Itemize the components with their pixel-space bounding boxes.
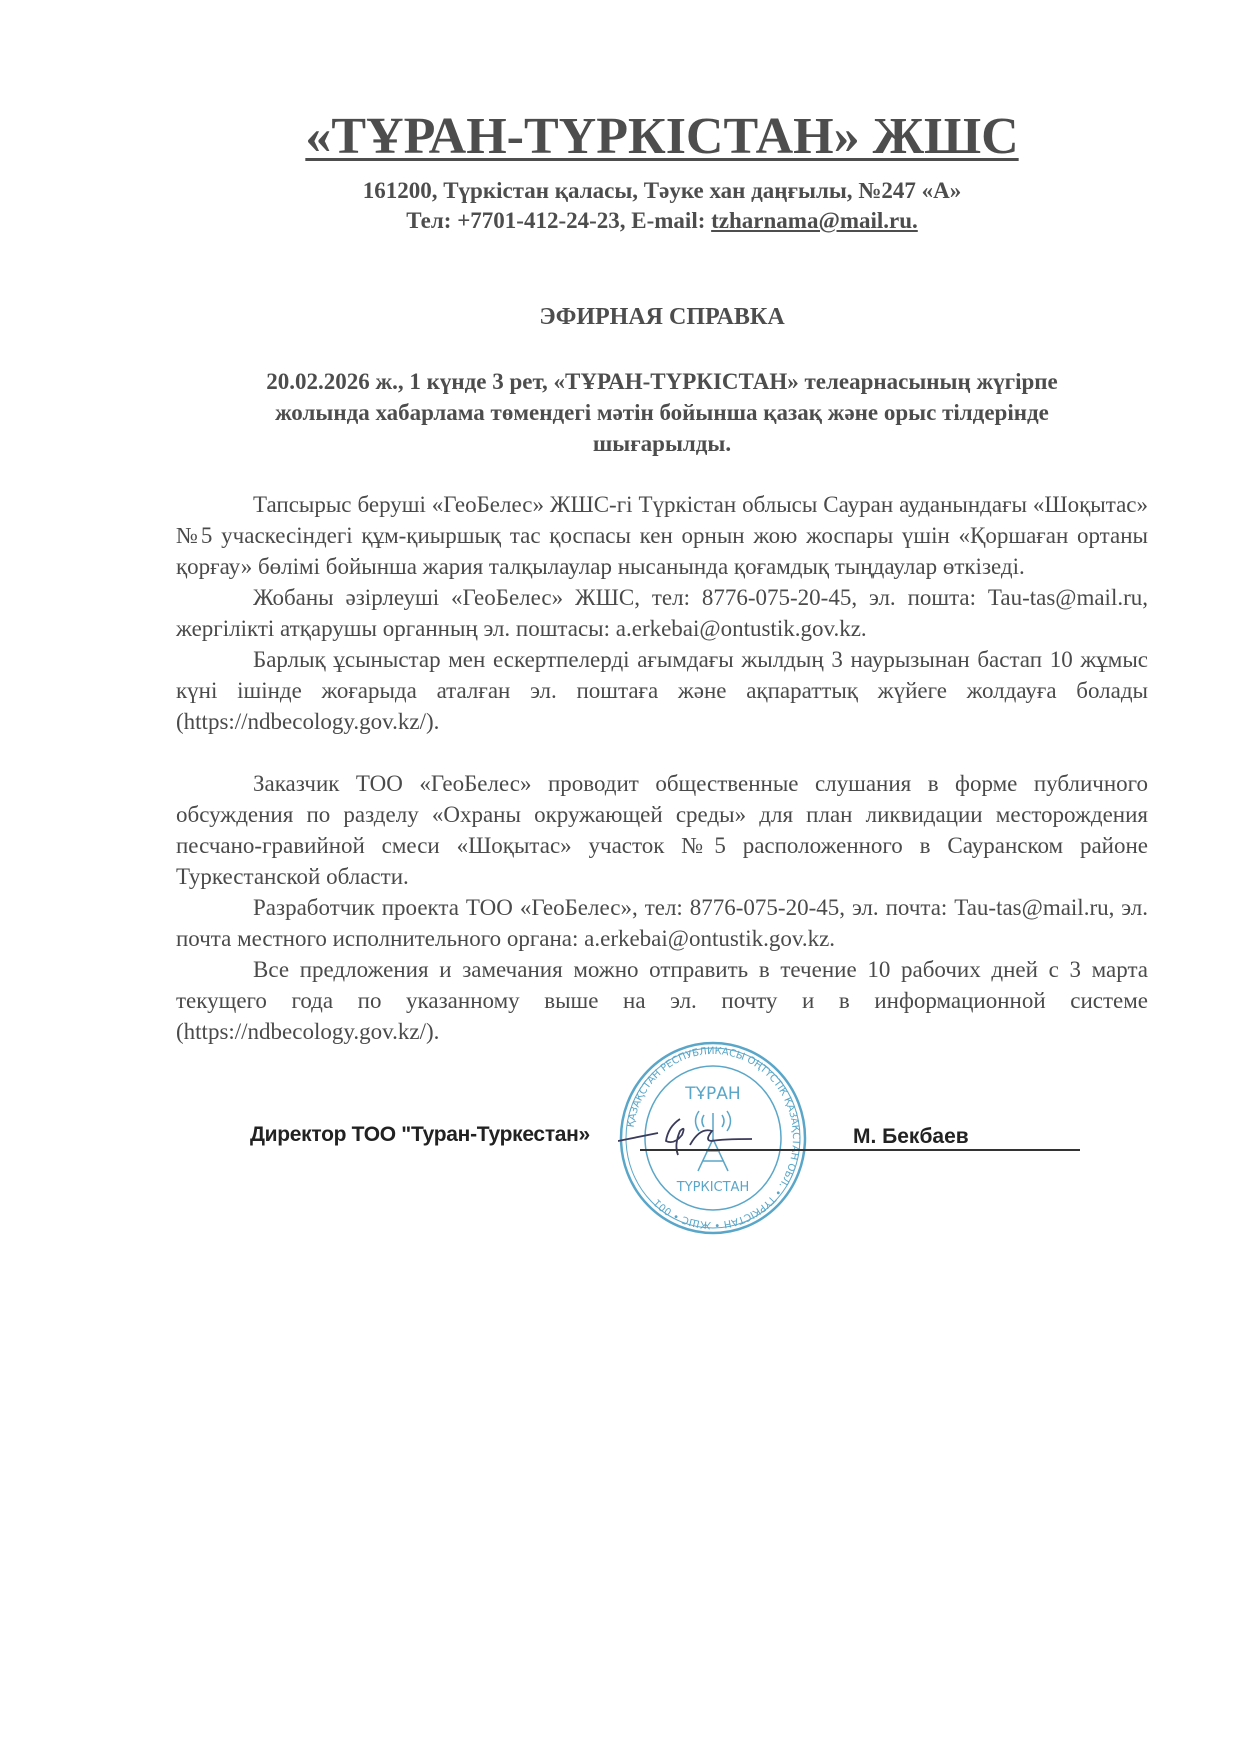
kazakh-section [176, 489, 1148, 737]
signature-line [640, 1149, 1080, 1151]
company-title [176, 108, 1148, 166]
kazakh-paragraph: Тапсырыс беруші «ГеоБелес» ЖШС-гі Түркістан облысы Сауран ауданындағы «Шоқытас» №5 учаскесіндегі құм-қиыршық тас қоспасы кен орнын жою жоспары үшін «Қоршаған ортаны қорғау» бөлімі бойынша жария талқылаулар нысанында қоғамдық тыңдаулар өткізеді. [176, 492, 1148, 579]
phone-text: Тел: +7701-412-24-23, E-mail: [406, 208, 712, 233]
russian-section [176, 768, 1148, 1047]
signature-area [176, 1047, 1148, 1247]
stamp-top-word: ТҰРАН [685, 1084, 741, 1104]
signatory-name: М. Бекбаев [853, 1125, 969, 1148]
company-address: 161200, Түркістан қаласы, Тәуке хан даңғылы, №247 «А» [362, 178, 962, 203]
company-contacts [176, 206, 1148, 236]
document-title: ЭФИРНАЯ СПРАВКА [539, 304, 785, 330]
russian-paragraph: Заказчик ТОО «ГеоБелес» проводит общественные слушания в форме публичного обсуждения по разделу «Охраны окружающей среды» для план ликвидации месторождения песчано-гравийной смеси «Шоқытас» участок №5 расположенного в Сауранском районе Туркестанской области. [176, 771, 1148, 889]
kazakh-paragraph: Жобаны әзірлеуші «ГеоБелес» ЖШС, тел: 8776-075-20-45, эл. пошта: Tau-tas@mail.ru, жергілікті атқарушы органның эл. поштасы: a.erkebai@ontustik.gov.kz. [176, 585, 1148, 641]
signatory-position: Директор ТОО "Туран-Туркестан» [250, 1123, 590, 1146]
kazakh-paragraph: Барлық ұсыныстар мен ескертпелерді ағымдағы жылдың 3 наурызынан бастап 10 жұмыс күні ішінде жоғарыда аталған эл. поштаға және ақпараттық жүйеге жолдауға болады (https://ndbecology.gov.kz/). [176, 647, 1148, 734]
signature-block [250, 1119, 1150, 1159]
russian-paragraph: Все предложения и замечания можно отправить в течение 10 рабочих дней с 3 марта текущего года по указанному выше на эл. почту и в информационной системе (https://ndbecology.gov.kz/). [176, 957, 1148, 1044]
lead-paragraph: 20.02.2026 ж., 1 күнде 3 рет, «ТҰРАН-ТҮРКІСТАН» телеарнасының жүгірпе жолында хабарлама төмендегі мәтін бойынша қазақ және орыс тілдерінде шығарылды. [266, 369, 1058, 456]
company-name: «ТҰРАН-ТҮРКІСТАН» ЖШС [305, 108, 1019, 165]
stamp-outer-text: ҚАЗАҚСТАН РЕСПУБЛИКАСЫ ОҢТҮСТІК ҚАЗАҚСТ Н ОБЛ. • ТҮРКІСТАН • ЖШС • 001 [625, 1045, 802, 1231]
russian-paragraph: Разработчик проекта ТОО «ГеоБелес», тел: 8776-075-20-45, эл. почта: Tau-tas@mail.ru, эл. почта местного исполнительного органа: a.erkebai@ontustik.gov.kz. [176, 895, 1148, 951]
stamp-bottom-word: ТҮРКІСТАН [676, 1180, 750, 1195]
email-link[interactable]: tzharnama@mail.ru. [711, 208, 918, 233]
document-content [176, 108, 1148, 1247]
